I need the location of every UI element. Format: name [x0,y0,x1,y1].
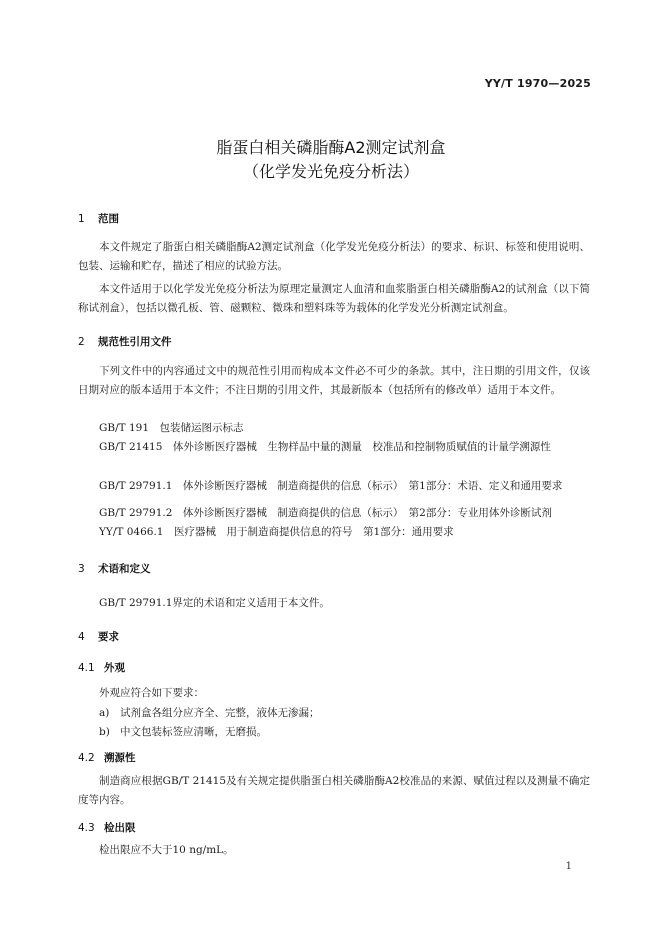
subsection-4-3-heading [78,820,136,835]
subsection-4-2-paragraph: 制造商应根据GB/T 21415及有关规定提供脂蛋白相关磷脂酶A2校准品的来源、赋值过程以及测量不确定度等内容。 [78,775,590,806]
section-number: 4 [78,631,85,643]
subsection-number: 4.3 [78,822,95,834]
document-subtitle: （化学发光免疫分析法） [242,162,419,181]
list-marker: a) [99,707,110,719]
section-number: 2 [78,336,85,348]
section-2-heading [78,334,172,349]
standard-code: YY/T 1970—2025 [484,77,591,90]
subsection-title: 溯源性 [104,752,136,764]
page-number: 1 [565,861,572,872]
subsection-4-1-heading [78,660,125,675]
document-title: 脂蛋白相关磷脂酶A2测定试剂盒 [216,138,446,157]
reference-item: GB/T 29791.2 体外诊断医疗器械 制造商提供的信息（标示） 第2部分：专业用体外诊断试剂 [99,507,552,519]
subsection-title: 外观 [104,662,125,674]
subsection-4-1-intro: 外观应符合如下要求： [99,687,204,699]
subsection-4-2-heading [78,750,136,765]
subsection-number: 4.1 [78,662,95,674]
subsection-4-3-paragraph: 检出限应不大于10 ng/mL。 [99,844,234,856]
section-4-heading [78,629,119,644]
subsection-number: 4.2 [78,752,95,764]
list-item [99,724,267,739]
section-number: 1 [78,213,85,225]
section-1-paragraph-1: 本文件规定了脂蛋白相关磷脂酶A2测定试剂盒（化学发光免疫分析法）的要求、标识、标签和使用说明、包装、运输和贮存，描述了相应的试验方法。 [78,241,590,272]
list-marker: b) [99,726,110,738]
section-title: 规范性引用文件 [98,336,172,348]
section-3-paragraph: GB/T 29791.1界定的术语和定义适用于本文件。 [99,597,330,609]
reference-item: GB/T 29791.1 体外诊断医疗器械 制造商提供的信息（标示） 第1部分：术语、定义和通用要求 [99,480,563,492]
section-title: 要求 [98,631,119,643]
section-title: 范围 [98,213,119,225]
reference-item: YY/T 0466.1 医疗器械 用于制造商提供信息的符号 第1部分：通用要求 [99,526,454,538]
section-2-intro: 下列文件中的内容通过文中的规范性引用而构成本文件必不可少的条款。其中，注日期的引用文件，仅该日期对应的版本适用于本文件；不注日期的引用文件，其最新版本（包括所有的修改单）适用于本文件。 [78,365,590,396]
section-1-heading [78,211,119,226]
list-text: 试剂盒各组分应齐全、完整，液体无渗漏； [120,707,320,719]
section-number: 3 [78,563,85,575]
reference-item: GB/T 21415 体外诊断医疗器械 生物样品中量的测量 校准品和控制物质赋值的计量学溯源性 [99,441,551,453]
section-3-heading [78,561,151,576]
section-1-paragraph-2: 本文件适用于以化学发光免疫分析法为原理定量测定人血清和血浆脂蛋白相关磷脂酶A2的试剂盒（以下简称试剂盒），包括以微孔板、管、磁颗粒、微珠和塑料珠等为载体的化学发光分析测定试剂盒。 [78,283,590,314]
list-item [99,705,320,720]
section-title: 术语和定义 [98,563,151,575]
reference-item: GB/T 191 包装储运图示标志 [99,422,244,434]
subsection-title: 检出限 [104,822,136,834]
list-text: 中文包装标签应清晰，无磨损。 [120,726,267,738]
